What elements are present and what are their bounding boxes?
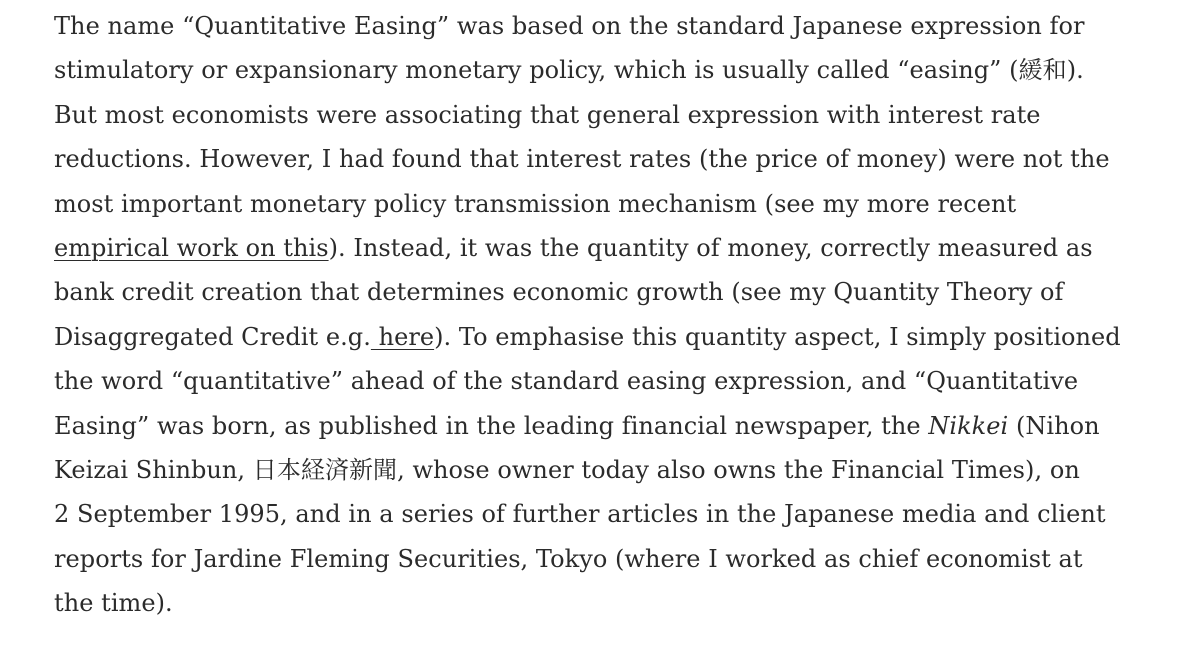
paragraph-line-2: stimulatory or expansionary monetary policy, which is usually called “easing” (緩和).	[54, 56, 1084, 85]
paragraph-line-12: 2 September 1995, and in a series of further articles in the Japanese media and client	[54, 500, 1106, 529]
paragraph-line-6	[54, 226, 1124, 270]
paragraph-line-9: the word “quantitative” ahead of the standard easing expression, and “Quantitative	[54, 367, 1079, 396]
here-link[interactable]: here	[370, 322, 435, 351]
paragraph-line-10	[54, 404, 1124, 448]
paragraph-line-10-lead: Easing” was born, as published in the leading financial newspaper, the	[54, 411, 929, 440]
paragraph-line-7: bank credit creation that determines economic growth (see my Quantity Theory of	[54, 278, 1064, 307]
nikkei-italic: Nikkei	[928, 411, 1009, 440]
paragraph-line-8-lead: Disaggregated Credit e.g.	[54, 322, 371, 351]
paragraph-line-5: most important monetary policy transmission mechanism (see my more recent	[54, 189, 1017, 218]
paragraph-line-11: Keizai Shinbun, 日本経済新聞, whose owner today also owns the Financial Times), on	[54, 456, 1080, 485]
article-body	[54, 0, 1124, 626]
paragraph-line-3: But most economists were associating that general expression with interest rate	[54, 100, 1041, 129]
paragraph-line-4: reductions. However, I had found that interest rates (the price of money) were not the	[54, 145, 1110, 174]
paragraph-line-13: reports for Jardine Fleming Securities, Tokyo (where I worked as chief economist at	[54, 544, 1083, 573]
paragraph-line-1: The name “Quantitative Easing” was based on the standard Japanese expression for	[54, 12, 1085, 40]
paragraph-line-14: the time).	[54, 589, 173, 618]
paragraph-line-8-text: ). To emphasise this quantity aspect, I simply positioned	[434, 322, 1121, 351]
paragraph-line-8	[54, 315, 1124, 359]
paragraph-line-10-text: (Nihon	[1008, 411, 1100, 440]
paragraph-line-6-text: ). Instead, it was the quantity of money, correctly measured as	[328, 234, 1093, 263]
body-paragraph	[54, 0, 1124, 626]
empirical-work-link[interactable]: empirical work on this	[54, 234, 329, 263]
